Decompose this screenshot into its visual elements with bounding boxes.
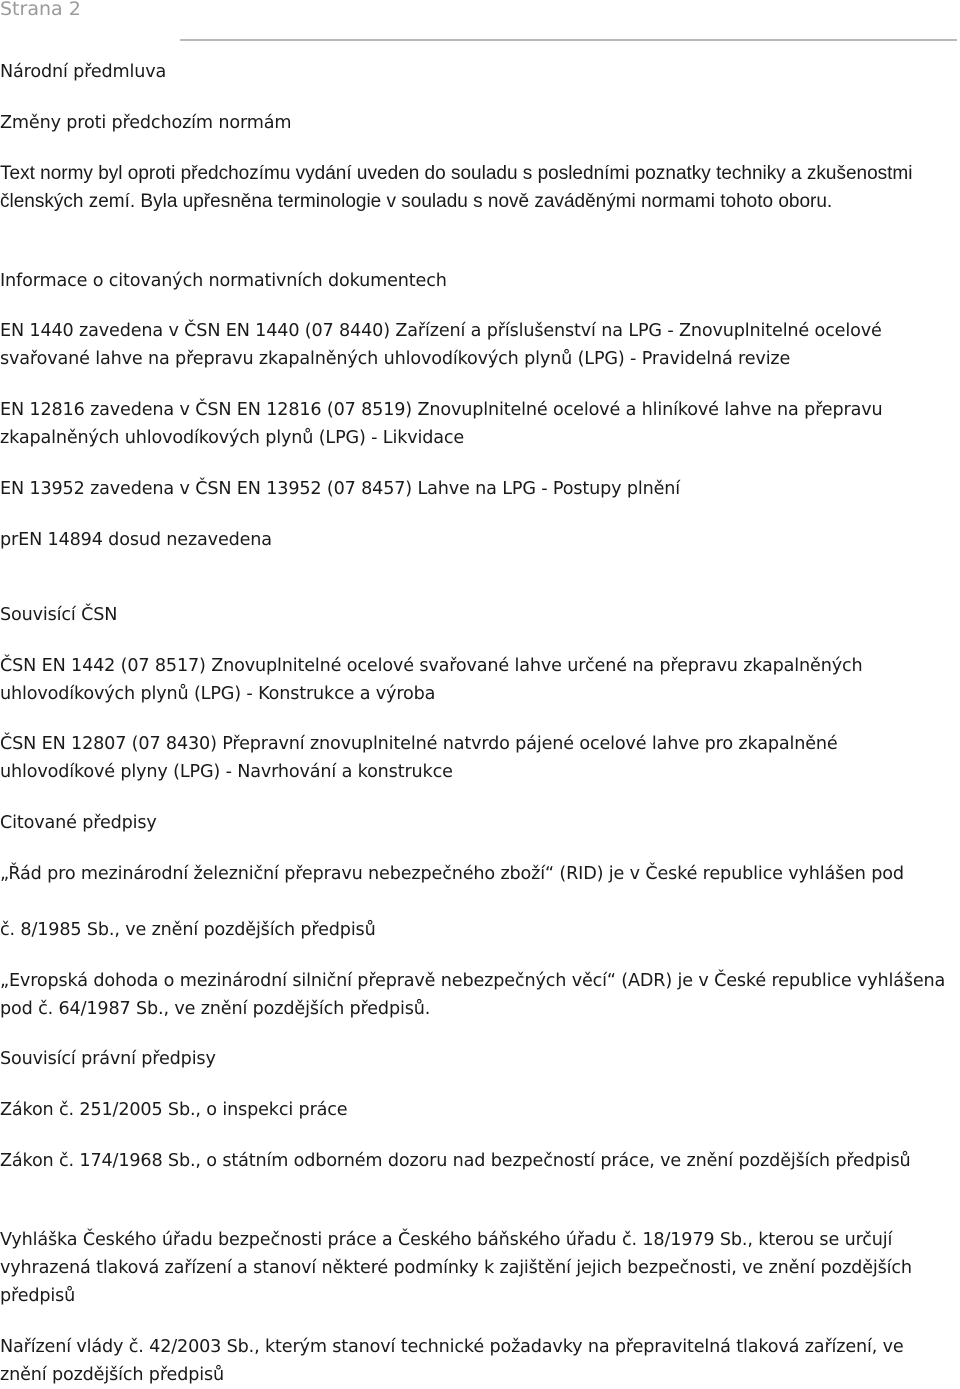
reference-zakon-251: Zákon č. 251/2005 Sb., o inspekci práce <box>0 1100 348 1120</box>
header-divider <box>180 39 957 41</box>
section-title-souvisici-csn: Souvisící ČSN <box>0 605 118 625</box>
reference-narizeni-42: Nařízení vlády č. 42/2003 Sb., kterým stanoví technické požadavky na přepravitelná tlaková zařízení, ve znění pozdějších předpisů <box>0 1337 904 1385</box>
reference-vyhlaska-18: Vyhláška Českého úřadu bezpečnosti práce a Českého báňského úřadu č. 18/1979 Sb., kterou se určují vyhrazená tlaková zařízení a stanoví některé podmínky k zajištění jejich bezpečnosti, ve znění pozdějších předpisů <box>0 1230 912 1306</box>
reference-en-12816: EN 12816 zavedena v ČSN EN 12816 (07 8519) Znovuplnitelné ocelové a hliníkové lahve na přepravu zkapalněných uhlovodíkových plynů (LPG) - Likvidace <box>0 400 883 448</box>
reference-rid-number: č. 8/1985 Sb., ve znění pozdějších předpisů <box>0 920 376 940</box>
reference-zakon-174: Zákon č. 174/1968 Sb., o státním odborném dozoru nad bezpečností práce, ve znění pozdějších předpisů <box>0 1151 911 1171</box>
reference-rid: „Řád pro mezinárodní železniční přepravu nebezpečného zboží“ (RID) je v České republice vyhlášen pod <box>0 864 904 884</box>
section-title-narodni-predmluva: Národní předmluva <box>0 62 167 82</box>
section-title-souvisici-pravni: Souvisící právní předpisy <box>0 1049 216 1069</box>
page-number: Strana 2 <box>0 0 81 20</box>
reference-csn-en-12807: ČSN EN 12807 (07 8430) Přepravní znovuplnitelné natvrdo pájené ocelové lahve pro zkapalněné uhlovodíkové plyny (LPG) - Navrhování a konstrukce <box>0 734 838 782</box>
section-title-informace: Informace o citovaných normativních dokumentech <box>0 271 447 291</box>
reference-en-1440: EN 1440 zavedena v ČSN EN 1440 (07 8440) Zařízení a příslušenství na LPG - Znovuplnitelné ocelové svařované lahve na přepravu zkapalněných uhlovodíkových plynů (LPG) - Pravidelná revize <box>0 321 882 369</box>
reference-pren-14894: prEN 14894 dosud nezavedena <box>0 530 272 550</box>
section-title-citovane-predpisy: Citované předpisy <box>0 813 157 833</box>
reference-adr: „Evropská dohoda o mezinárodní silniční přepravě nebezpečných věcí“ (ADR) je v České republice vyhlášena pod č. 64/1987 Sb., ve znění pozdějších předpisů. <box>0 971 946 1019</box>
page-header <box>0 0 960 40</box>
section-title-zmeny: Změny proti předchozím normám <box>0 113 292 133</box>
reference-en-13952: EN 13952 zavedena v ČSN EN 13952 (07 8457) Lahve na LPG - Postupy plnění <box>0 479 680 499</box>
paragraph-zmeny-text: Text normy byl oproti předchozímu vydání uveden do souladu s posledními poznatky techniky a zkušenostmi členských zemí. Byla upřesněna terminologie v souladu s nově zaváděnými normami tohoto oboru. <box>0 163 913 212</box>
reference-csn-en-1442: ČSN EN 1442 (07 8517) Znovuplnitelné ocelové svařované lahve určené na přepravu zkapalněných uhlovodíkových plynů (LPG) - Konstrukce a výroba <box>0 656 863 704</box>
